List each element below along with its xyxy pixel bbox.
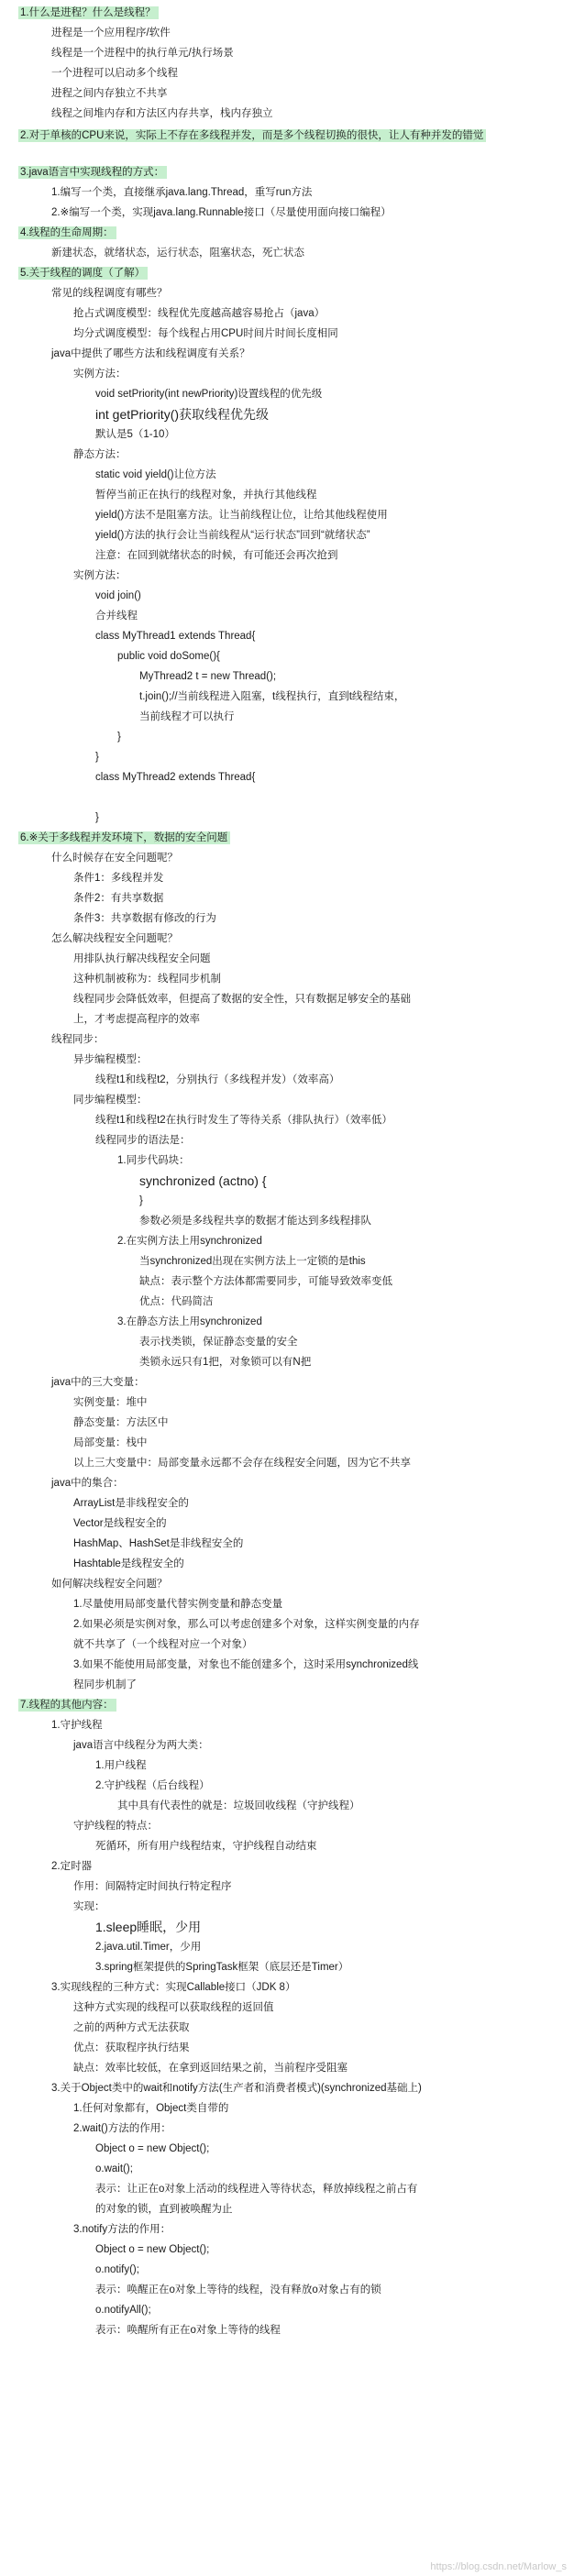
note-text: 线程之间堆内存和方法区内存共享，栈内存独立	[51, 108, 273, 119]
note-text: 条件3：共享数据有修改的行为	[73, 913, 216, 924]
note-text: 常见的线程调度有哪些？	[51, 288, 168, 299]
note-line	[95, 2162, 133, 2176]
note-line	[51, 1476, 124, 1491]
note-text: 优点：代码简洁	[139, 1296, 214, 1307]
note-text: 怎么解决线程安全问题呢？	[51, 933, 178, 944]
note-text: 一个进程可以启动多个线程	[51, 68, 178, 79]
note-line	[95, 2242, 209, 2257]
note-line	[139, 1355, 311, 1370]
note-text: 2.※编写一个类，实现java.lang.Runnable接口（尽量使用面向接口编程）	[51, 207, 392, 218]
note-text: 当synchronized出现在实例方法上一定锁的是this	[139, 1256, 366, 1267]
note-text: int getPriority()获取线程优先级	[95, 407, 270, 422]
note-text: 默认是5（1-10）	[95, 429, 175, 440]
note-line	[73, 2121, 171, 2136]
note-line	[51, 1577, 168, 1591]
note-line	[139, 689, 404, 704]
note-line	[51, 205, 392, 220]
note-text: 局部变量：栈中	[73, 1437, 148, 1448]
note-line	[95, 468, 216, 482]
note-line	[73, 2041, 190, 2055]
note-line	[73, 1012, 200, 1027]
note-line	[51, 1718, 103, 1733]
note-line	[73, 2020, 190, 2035]
note-text: 其中具有代表性的就是：垃圾回收线程（守护线程）	[117, 1800, 360, 1811]
note-text: 1.编写一个类，直接继承java.lang.Thread，重写run方法	[51, 187, 313, 198]
note-line	[95, 770, 255, 785]
note-line	[95, 1758, 147, 1773]
note-text: java语言中线程分为两大类：	[73, 1740, 209, 1751]
section-heading	[18, 226, 116, 240]
section-heading-text: 1.什么是进程？什么是线程？	[18, 6, 159, 19]
note-text: 2.定时器	[51, 1861, 93, 1872]
note-line	[73, 871, 163, 886]
note-text: 参数必须是多线程共享的数据才能达到多线程排队	[139, 1216, 371, 1227]
note-text: 表示：让正在o对象上活动的线程进入等待状态，释放掉线程之前占有	[95, 2184, 418, 2195]
note-text: 均分式调度模型：每个线程占用CPU时间片时间长度相同	[73, 328, 338, 339]
note-line	[73, 1819, 158, 1833]
note-text: Vector是线程安全的	[73, 1518, 167, 1529]
note-line	[51, 1859, 92, 1874]
note-line	[51, 1980, 295, 1995]
note-line	[139, 710, 235, 724]
note-line	[73, 1415, 169, 1430]
note-line	[95, 609, 138, 623]
note-line	[139, 1194, 143, 1208]
note-text: yield()方法不是阻塞方法。让当前线程让位，让给其他线程使用	[95, 510, 388, 521]
note-text: 线程t1和线程t2，分别执行（多线程并发）（效率高）	[95, 1074, 340, 1085]
note-text: 注意：在回到就绪状态的时候，有可能还会再次抢到	[95, 550, 338, 561]
note-line	[51, 931, 178, 946]
note-line	[73, 1738, 209, 1753]
note-text: 的对象的锁，直到被唤醒为止	[95, 2204, 233, 2215]
note-text: t.join();//当前线程进入阻塞，t线程执行，直到t线程结束，	[139, 691, 405, 702]
note-text: 3.关于Object类中的wait和notify方法(生产者和消费者模式)(synchronized基础上)	[51, 2083, 422, 2094]
note-line	[73, 1456, 411, 1470]
note-text: 进程是一个应用程序/软件	[51, 28, 171, 39]
note-line	[95, 387, 322, 402]
section-heading	[18, 1698, 116, 1712]
note-text: 就不共享了（一个线程对应一个对象）	[73, 1639, 253, 1650]
note-line	[73, 1678, 137, 1692]
note-text: 1.sleep睡眠，少用	[95, 1920, 202, 1934]
note-line	[139, 1274, 392, 1289]
note-text: 当前线程才可以执行	[139, 711, 235, 722]
note-line	[51, 851, 178, 865]
note-text: public void doSome(){	[117, 651, 220, 662]
section-heading-text: 6.※关于多线程并发环境下，数据的安全问题	[18, 831, 230, 844]
note-line	[117, 1799, 360, 1813]
note-line	[73, 2000, 274, 2015]
note-text: 优点：获取程序执行结果	[73, 2042, 190, 2053]
note-line	[95, 2323, 281, 2338]
note-text: 缺点：表示整个方法体都需要同步，可能导致效率变低	[139, 1276, 392, 1287]
note-line	[139, 1294, 214, 1309]
note-text: class MyThread1 extends Thread{	[95, 631, 256, 642]
note-line	[73, 1637, 253, 1652]
note-text: class MyThread2 extends Thread{	[95, 772, 256, 783]
note-line	[95, 810, 99, 825]
note-text: 缺点：效率比较低，在拿到返回结果之前，当前程序受阻塞	[73, 2063, 348, 2074]
note-text: Object o = new Object();	[95, 2244, 210, 2255]
note-text: java中的集合：	[51, 1478, 124, 1489]
section-heading	[18, 266, 148, 281]
note-line	[95, 548, 338, 563]
note-line	[73, 911, 216, 926]
note-text: 以上三大变量中：局部变量永远都不会存在线程安全问题，因为它不共享	[73, 1458, 411, 1469]
note-text: ArrayList是非线程安全的	[73, 1498, 189, 1509]
note-line	[117, 1315, 262, 1329]
note-line	[51, 347, 250, 361]
note-line	[73, 972, 221, 986]
note-text: }	[95, 752, 99, 763]
note-text: 条件2：有共享数据	[73, 893, 164, 904]
note-text: }	[95, 812, 99, 823]
note-text: 守护线程的特点：	[73, 1821, 158, 1832]
note-text: java中的三大变量：	[51, 1377, 145, 1388]
note-line	[73, 1657, 418, 1672]
note-line	[139, 669, 276, 684]
note-text: 实例方法：	[73, 570, 127, 581]
note-line	[95, 427, 175, 442]
note-text: 1.尽量使用局部变量代替实例变量和静态变量	[73, 1599, 283, 1610]
note-line	[139, 1254, 366, 1269]
note-line	[95, 589, 141, 603]
note-line	[95, 2303, 151, 2317]
note-line	[95, 2202, 233, 2217]
note-line	[73, 2222, 171, 2237]
note-text: 作用：间隔特定时间执行特定程序	[73, 1881, 232, 1892]
section-heading	[18, 831, 230, 845]
note-line	[117, 649, 220, 664]
note-text: 暂停当前正在执行的线程对象，并执行其他线程	[95, 490, 317, 501]
note-text: 异步编程模型：	[73, 1054, 148, 1065]
note-line	[95, 2262, 139, 2277]
note-line	[51, 185, 312, 200]
note-text: HashMap、HashSet是非线程安全的	[73, 1538, 244, 1549]
note-line	[51, 46, 234, 61]
note-line	[95, 528, 370, 543]
note-line	[73, 1597, 282, 1612]
note-text: 实例方法：	[73, 369, 127, 380]
note-text: 实例变量：堆中	[73, 1397, 148, 1408]
section-heading-text: 2.对于单核的CPU来说，实际上不存在多线程并发，而是多个线程切换的很快，让人有种并发的错觉	[18, 129, 486, 142]
note-line	[73, 992, 411, 1007]
note-line	[73, 1052, 148, 1067]
section-heading	[18, 127, 563, 145]
note-line	[73, 1536, 243, 1551]
note-line	[117, 730, 121, 744]
note-line	[95, 2283, 381, 2297]
note-text: 1.用户线程	[95, 1760, 147, 1771]
note-text: 2.守护线程（后台线程）	[95, 1780, 210, 1791]
note-text: void setPriority(int newPriority)设置线程的优先级	[95, 389, 323, 400]
section-heading-text: 3.java语言中实现线程的方式：	[18, 166, 167, 179]
note-text: Object o = new Object();	[95, 2143, 210, 2154]
note-text: 如何解决线程安全问题？	[51, 1579, 168, 1590]
note-text: 线程是一个进程中的执行单元/执行场景	[51, 48, 234, 59]
note-text: MyThread2 t = new Thread();	[139, 671, 277, 682]
note-line	[73, 1516, 167, 1531]
note-line	[95, 1839, 317, 1854]
section-heading-text: 7.线程的其他内容：	[18, 1699, 116, 1712]
note-text: 用排队执行解决线程安全问题	[73, 953, 211, 964]
note-text: 线程t1和线程t2在执行时发生了等待关系（排队执行）（效率低）	[95, 1115, 392, 1126]
note-text: 2.在实例方法上用synchronized	[117, 1236, 262, 1247]
note-text: 3.notify方法的作用：	[73, 2224, 171, 2235]
note-line	[95, 2141, 209, 2156]
note-text: 抢占式调度模型：线程优先度越高越容易抢占（java）	[73, 308, 326, 319]
note-line	[51, 66, 178, 81]
note-text: java中提供了哪些方法和线程调度有关系？	[51, 348, 250, 359]
note-text: 程同步机制了	[73, 1679, 137, 1690]
note-line	[95, 1073, 339, 1087]
note-line	[51, 2081, 422, 2096]
note-text: 3.spring框架提供的SpringTask框架（底层还是Timer）	[95, 1962, 349, 1973]
note-text: 静态变量：方法区中	[73, 1417, 169, 1428]
note-text: 这种方式实现的线程可以获取线程的返回值	[73, 2002, 274, 2013]
note-text: 死循环，所有用户线程结束，守护线程自动结束	[95, 1841, 317, 1852]
note-text: o.notify();	[95, 2264, 139, 2275]
note-text: 线程同步会降低效率，但提高了数据的安全性，只有数据足够安全的基础	[73, 994, 411, 1005]
note-line	[95, 508, 388, 523]
note-text: 什么时候存在安全问题呢？	[51, 853, 178, 864]
note-line	[139, 1214, 371, 1228]
note-line	[73, 891, 163, 906]
note-line	[117, 1234, 262, 1249]
note-text: 表示找类锁，保证静态变量的安全	[139, 1337, 298, 1348]
note-text: 线程同步的语法是：	[95, 1135, 191, 1146]
note-line	[73, 952, 211, 966]
note-text: 3.实现线程的三种方式：实现Callable接口（JDK 8）	[51, 1982, 296, 1993]
note-line	[73, 1395, 148, 1410]
note-line	[73, 1093, 148, 1107]
note-line	[51, 1375, 145, 1390]
note-text: static void yield()让位方法	[95, 469, 216, 480]
note-text: 线程同步：	[51, 1034, 105, 1045]
note-text: 3.在静态方法上用synchronized	[117, 1316, 262, 1327]
note-text: 2.如果必须是实例对象，那么可以考虑创建多个对象，这样实例变量的内存	[73, 1619, 420, 1630]
note-line	[95, 1960, 348, 1975]
note-text: 新建状态，就绪状态，运行状态，阻塞状态，死亡状态	[51, 248, 304, 259]
note-line	[73, 1899, 105, 1914]
note-line	[51, 106, 273, 121]
section-heading	[18, 6, 159, 20]
note-line	[95, 1113, 392, 1128]
note-line	[73, 1557, 184, 1571]
note-line	[51, 86, 168, 101]
note-line	[95, 1778, 210, 1793]
note-text: o.notifyAll();	[95, 2305, 151, 2316]
note-text: o.wait();	[95, 2163, 133, 2174]
note-text: 之前的两种方式无法获取	[73, 2022, 190, 2033]
note-text: 实现：	[73, 1901, 105, 1912]
note-text: }	[117, 732, 121, 743]
note-text: synchronized (actno) {	[139, 1173, 267, 1188]
note-line	[95, 2182, 417, 2196]
note-text: 表示：唤醒所有正在o对象上等待的线程	[95, 2325, 281, 2336]
note-line	[73, 2101, 228, 2116]
note-line	[95, 1940, 201, 1954]
note-text: 类锁永远只有1把，对象锁可以有N把	[139, 1357, 312, 1368]
note-line	[51, 1032, 105, 1047]
note-line	[95, 629, 255, 644]
note-line	[51, 286, 168, 301]
note-line	[73, 1436, 148, 1450]
note-text: 进程之间内存独立不共享	[51, 88, 168, 99]
note-line	[73, 367, 127, 381]
note-line	[73, 1879, 232, 1894]
section-heading	[18, 165, 167, 180]
note-line	[95, 1920, 201, 1934]
note-text: Hashtable是线程安全的	[73, 1558, 184, 1569]
note-line	[139, 1173, 267, 1188]
watermark: https://blog.csdn.net/Marlow_s	[430, 2561, 567, 2572]
note-line	[95, 750, 99, 765]
note-line	[73, 2061, 348, 2075]
note-text: 这种机制被称为：线程同步机制	[73, 974, 221, 985]
note-line	[73, 1496, 189, 1511]
note-text: 条件1：多线程并发	[73, 873, 164, 884]
note-line	[95, 1133, 191, 1148]
section-heading-text: 4.线程的生命周期：	[18, 226, 116, 239]
section-heading-text: 5.关于线程的调度（了解）	[18, 267, 148, 280]
note-line	[73, 306, 325, 321]
note-line	[95, 488, 317, 502]
note-text: 1.任何对象都有，Object类自带的	[73, 2103, 229, 2114]
note-line	[117, 1153, 190, 1168]
note-line	[51, 246, 304, 260]
note-text: 合并线程	[95, 611, 138, 622]
note-text: 3.如果不能使用局部变量，对象也不能创建多个，这时采用synchronized线	[73, 1659, 419, 1670]
note-text: 1.同步代码块：	[117, 1155, 190, 1166]
note-text: 静态方法：	[73, 449, 127, 460]
note-line	[73, 568, 127, 583]
note-text: 2.wait()方法的作用：	[73, 2123, 171, 2134]
note-line	[139, 1335, 298, 1349]
note-text: 表示：唤醒正在o对象上等待的线程，没有释放o对象占有的锁	[95, 2284, 381, 2295]
note-text: yield()方法的执行会让当前线程从“运行状态”回到“就绪状态”	[95, 530, 370, 541]
note-text: 1.守护线程	[51, 1720, 103, 1731]
note-line	[51, 26, 171, 40]
note-text: 2.java.util.Timer，少用	[95, 1942, 202, 1953]
note-line	[73, 447, 127, 462]
note-line	[73, 326, 338, 341]
note-line	[95, 407, 269, 422]
note-text: 上，才考虑提高程序的效率	[73, 1014, 200, 1025]
note-line	[73, 1617, 420, 1632]
note-text: }	[139, 1195, 143, 1206]
note-text: 同步编程模型：	[73, 1095, 148, 1106]
note-text: void join()	[95, 590, 141, 601]
